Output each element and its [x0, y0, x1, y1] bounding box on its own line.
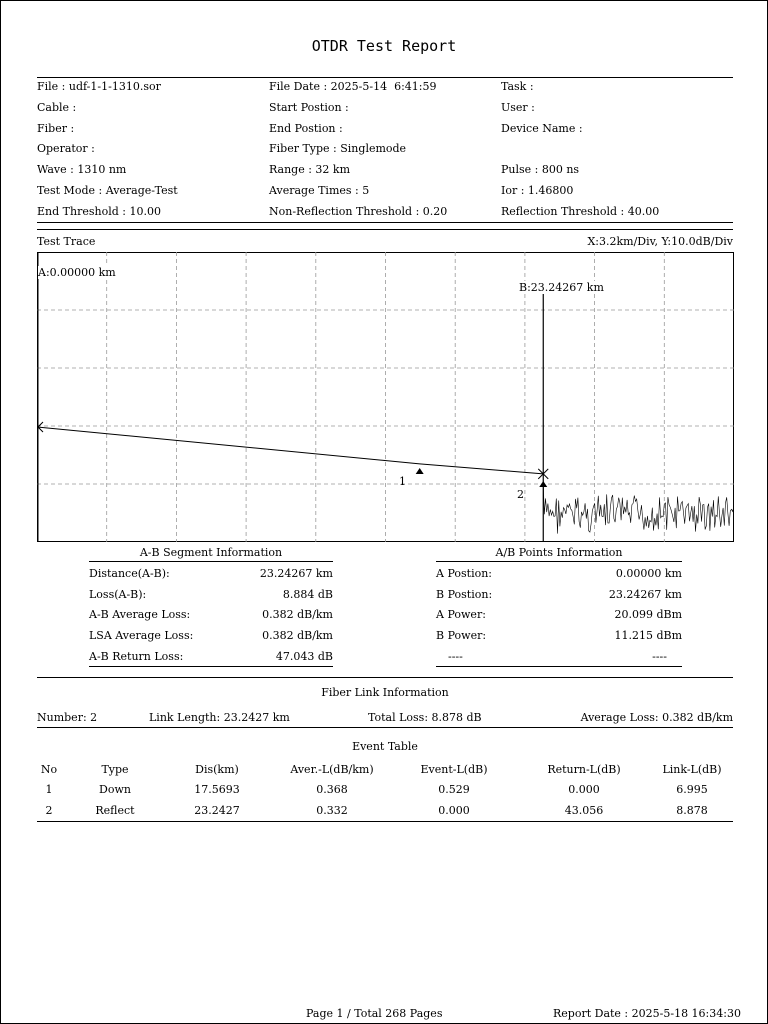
ab-points-row-label: A Power:: [436, 608, 486, 622]
ab-segment-row-value: 8.884 dB: [282, 587, 333, 601]
event-table-bottom-rule: [37, 821, 733, 822]
header-field-col2: Non-Reflection Threshold : 0.20: [269, 204, 448, 218]
header-field-col3: Reflection Threshold : 40.00: [501, 204, 660, 218]
header-top-rule: [37, 77, 733, 78]
ab-segment-row-value: 0.382 dB/km: [262, 629, 333, 643]
ab-segment-row-label: A-B Average Loss:: [89, 608, 191, 622]
event-table-header: Link-L(dB): [662, 763, 722, 776]
ab-points-bottom-rule: [436, 666, 682, 667]
event-table-cell: 0.368: [316, 783, 348, 796]
trace-top-rule: [37, 229, 733, 230]
marker-b-label: B:23.24267 km: [519, 281, 604, 294]
ab-segment-row-value: 23.24267 km: [259, 567, 333, 580]
report-title: OTDR Test Report: [311, 37, 457, 55]
header-field-col1: Fiber :: [37, 121, 75, 135]
ab-points-row-value: 0.00000 km: [615, 567, 682, 580]
event-table-cell: 0.332: [316, 804, 348, 817]
ab-points-top-rule: [436, 561, 682, 562]
ab-points-row-label: B Power:: [436, 629, 487, 643]
event-table-cell: 2: [45, 804, 53, 817]
event-table-header: No: [40, 763, 58, 776]
header-field-col2: Fiber Type : Singlemode: [269, 142, 407, 156]
ab-points-row-label: ----: [448, 649, 463, 663]
link-top-rule: [37, 677, 733, 678]
event-table-cell: 1: [45, 783, 53, 796]
event-table-header: Aver.-L(dB/km): [290, 763, 374, 776]
header-field-col1: Wave : 1310 nm: [37, 163, 127, 177]
ab-segment-row-label: A-B Return Loss:: [89, 649, 184, 663]
ab-segment-row-label: Distance(A-B):: [89, 567, 170, 580]
header-field-col3: Device Name :: [501, 121, 583, 135]
ab-segment-row-label: Loss(A-B):: [89, 587, 147, 601]
trace-label: Test Trace: [37, 235, 96, 248]
header-field-col1: Test Mode : Average-Test: [37, 184, 178, 197]
header-field-col3: User :: [501, 100, 535, 114]
event-table-title: Event Table: [352, 740, 418, 753]
link-bottom-rule: [37, 727, 733, 728]
event-1-label: 1: [399, 475, 406, 488]
event-table-cell: 8.878: [676, 804, 708, 817]
link-number: Number: 2: [37, 711, 98, 724]
event-table-header: Event-L(dB): [420, 763, 488, 776]
header-field-col1: Cable :: [37, 100, 77, 114]
event-table-cell: Down: [99, 783, 131, 796]
ab-segment-row-value: 47.043 dB: [275, 649, 333, 663]
header-field-col2: Start Postion :: [269, 100, 349, 114]
event-table-cell: 0.529: [438, 783, 470, 796]
ab-points-row-value: 11.215 dBm: [614, 629, 682, 643]
ab-segment-top-rule: [89, 561, 333, 562]
ab-points-row-label: A Postion:: [436, 567, 493, 580]
header-field-col2: File Date : 2025-5-14 6:41:59: [269, 80, 437, 93]
event-table-cell: 43.056: [564, 804, 604, 817]
ab-segment-row-label: LSA Average Loss:: [89, 629, 194, 643]
ab-segment-row-value: 0.382 dB/km: [262, 608, 333, 622]
header-field-col3: Task :: [501, 80, 534, 93]
link-length: Link Length: 23.2427 km: [149, 711, 290, 724]
link-total-loss: Total Loss: 8.878 dB: [368, 711, 482, 724]
ab-points-row-value: ----: [652, 649, 667, 663]
header-field-col3: Pulse : 800 ns: [501, 163, 580, 177]
ab-points-row-value: 23.24267 km: [608, 587, 682, 601]
event-table-cell: 0.000: [438, 804, 470, 817]
noise-floor: [543, 484, 734, 534]
header-field-col1: Operator :: [37, 142, 95, 156]
event-1-marker: [416, 468, 424, 474]
ab-points-title: A/B Points Information: [495, 546, 623, 559]
event-2-label: 2: [517, 488, 524, 501]
header-field-col2: Range : 32 km: [269, 163, 351, 177]
ab-segment-title: A-B Segment Information: [139, 546, 283, 559]
ab-segment-bottom-rule: [89, 666, 333, 667]
trace-scale: X:3.2km/Div, Y:10.0dB/Div: [587, 235, 733, 248]
header-field-col3: Ior : 1.46800: [501, 184, 574, 197]
event-table-cell: 0.000: [568, 783, 600, 796]
event-table-header: Dis(km): [195, 763, 239, 776]
link-average-loss: Average Loss: 0.382 dB/km: [580, 711, 733, 724]
event-table-cell: 23.2427: [194, 804, 240, 817]
header-field-col1: End Threshold : 10.00: [37, 204, 161, 218]
event-table-header: Return-L(dB): [547, 763, 621, 776]
header-bottom-rule: [37, 222, 733, 223]
page-number: Page 1 / Total 268 Pages: [306, 1007, 443, 1020]
marker-a-label: A:0.00000 km: [38, 266, 116, 279]
ab-points-row-label: B Postion:: [436, 587, 493, 601]
trace-chart-svg: [37, 252, 734, 542]
event-table-cell: 17.5693: [194, 783, 240, 796]
header-field-col2: End Postion :: [269, 121, 343, 135]
link-info-title: Fiber Link Information: [321, 686, 449, 699]
trace-line: [37, 427, 543, 474]
event-table-header: Type: [101, 763, 129, 776]
header-field-col1: File : udf-1-1-1310.sor: [37, 80, 161, 93]
event-2-marker: [539, 481, 547, 487]
event-table-cell: 6.995: [676, 783, 708, 796]
header-field-col2: Average Times : 5: [269, 184, 370, 197]
report-date: Report Date : 2025-5-18 16:34:30: [553, 1007, 741, 1020]
ab-points-row-value: 20.099 dBm: [614, 608, 682, 622]
event-table-cell: Reflect: [95, 804, 135, 817]
